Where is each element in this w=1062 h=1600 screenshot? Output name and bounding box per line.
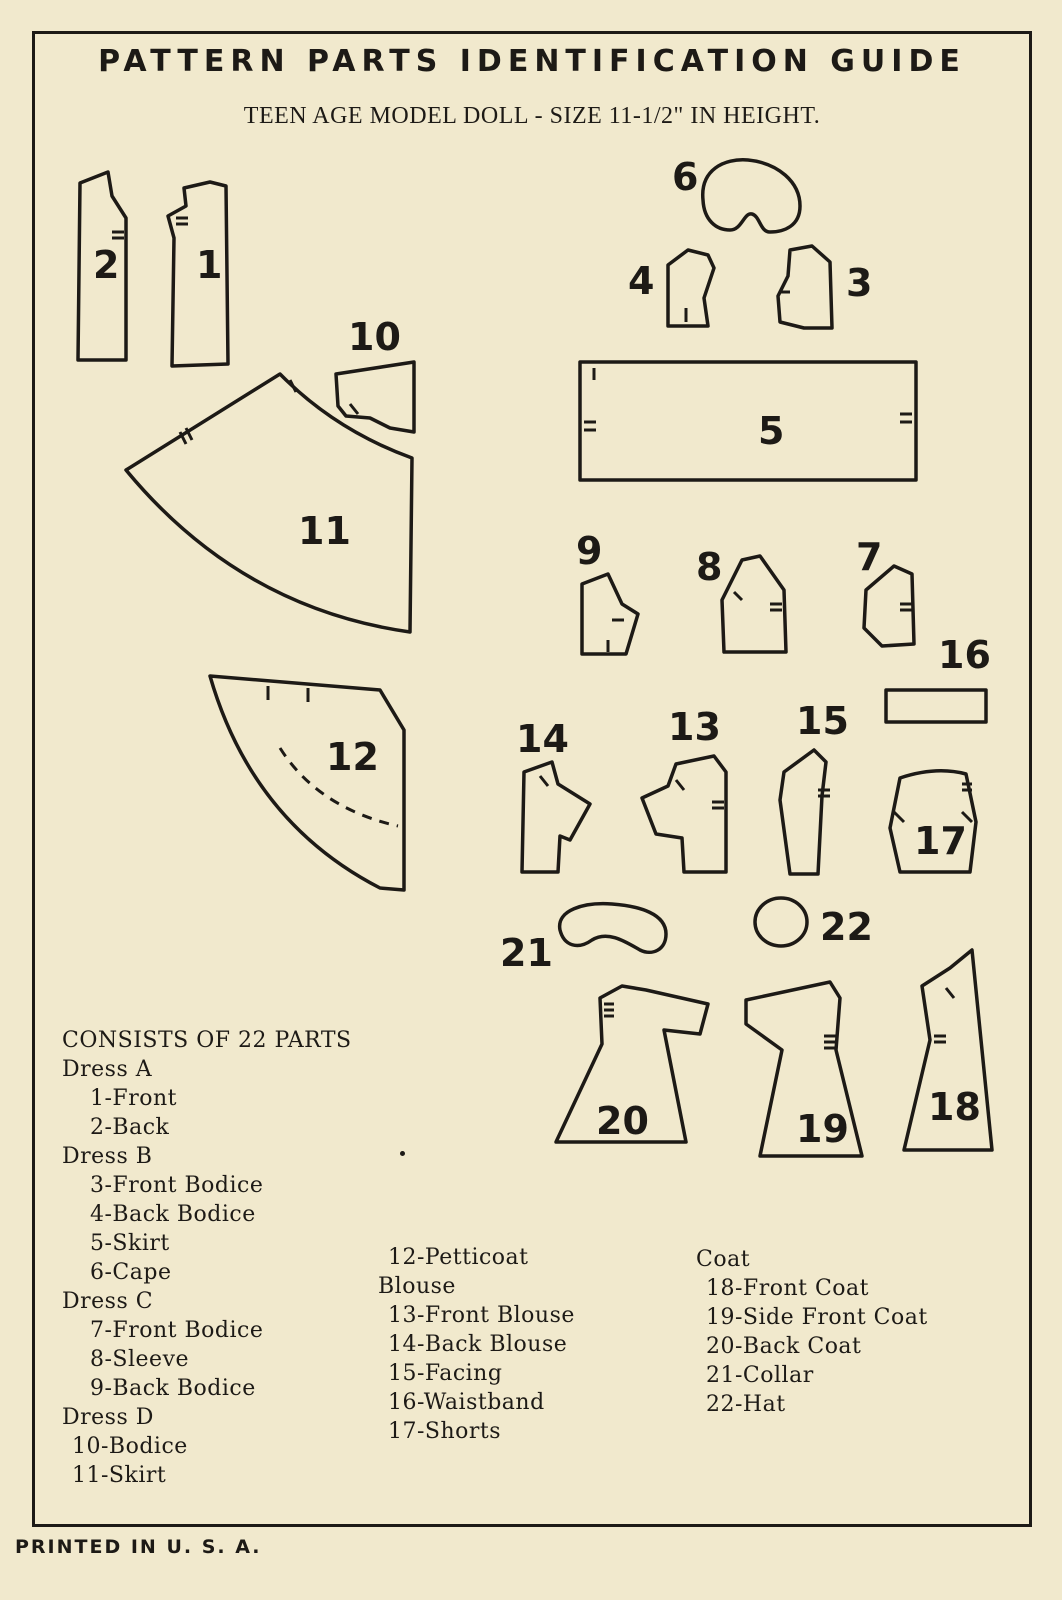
piece-18 — [904, 950, 992, 1150]
piece-11 — [126, 374, 412, 632]
piece-4 — [628, 250, 714, 326]
piece-5-label: 5 — [758, 409, 785, 453]
parts-list-item: 4-Back Bodice — [90, 1202, 256, 1227]
parts-list-item: 16-Waistband — [388, 1390, 545, 1415]
piece-3 — [778, 246, 872, 328]
parts-list-item: 12-Petticoat — [388, 1245, 529, 1270]
piece-18-label: 18 — [928, 1085, 981, 1129]
parts-list-column-2 — [378, 1243, 575, 1446]
parts-list-column-1 — [62, 1026, 352, 1490]
piece-20 — [556, 986, 708, 1143]
parts-list-item: 2-Back — [90, 1115, 170, 1140]
parts-list-item: 17-Shorts — [388, 1419, 502, 1444]
parts-list-item: 5-Skirt — [90, 1231, 170, 1256]
parts-list-item: 13-Front Blouse — [388, 1303, 575, 1328]
parts-list-item: 19-Side Front Coat — [706, 1305, 928, 1330]
piece-1-label: 1 — [196, 243, 223, 287]
piece-22 — [755, 898, 873, 949]
parts-group-heading: Blouse — [378, 1274, 456, 1299]
piece-15 — [780, 699, 849, 874]
piece-5 — [580, 362, 916, 480]
piece-10-label: 10 — [348, 315, 401, 359]
piece-19 — [746, 982, 862, 1156]
parts-list-column-3 — [696, 1245, 928, 1419]
parts-list-item: 10-Bodice — [72, 1434, 188, 1459]
parts-group-heading: Dress B — [62, 1144, 153, 1169]
piece-8-label: 8 — [696, 545, 723, 589]
piece-20-label: 20 — [596, 1099, 649, 1143]
piece-7-label: 7 — [856, 535, 883, 579]
parts-group-heading: Dress C — [62, 1289, 154, 1314]
piece-10 — [336, 315, 414, 432]
piece-6 — [672, 155, 800, 232]
piece-2-label: 2 — [93, 243, 120, 287]
parts-list-item: 1-Front — [90, 1086, 177, 1111]
piece-14-label: 14 — [516, 717, 569, 761]
piece-2 — [78, 172, 126, 360]
parts-group-heading: Dress D — [62, 1405, 154, 1430]
piece-13 — [642, 705, 726, 872]
parts-list-item: 11-Skirt — [72, 1463, 167, 1488]
piece-8 — [696, 545, 786, 652]
guide-title: PATTERN PARTS IDENTIFICATION GUIDE — [98, 44, 966, 79]
piece-12 — [210, 676, 404, 890]
parts-list-item: 15-Facing — [388, 1361, 503, 1386]
piece-19-label: 19 — [796, 1107, 849, 1151]
piece-22-label: 22 — [820, 905, 873, 949]
piece-14 — [516, 717, 590, 872]
piece-4-label: 4 — [628, 259, 655, 303]
parts-group-heading: Dress A — [62, 1057, 153, 1082]
parts-list-item: 3-Front Bodice — [90, 1173, 264, 1198]
stray-dot — [400, 1151, 405, 1156]
parts-list-item: 18-Front Coat — [706, 1276, 869, 1301]
parts-list-item: 8-Sleeve — [90, 1347, 190, 1372]
parts-list-item: 14-Back Blouse — [388, 1332, 568, 1357]
parts-list-item: 6-Cape — [90, 1260, 172, 1285]
piece-15-label: 15 — [796, 699, 849, 743]
parts-list-item: 7-Front Bodice — [90, 1318, 264, 1343]
parts-list-item: 20-Back Coat — [706, 1334, 862, 1359]
piece-12-label: 12 — [326, 735, 379, 779]
piece-17 — [890, 771, 976, 872]
piece-21 — [500, 904, 666, 975]
piece-13-label: 13 — [668, 705, 721, 749]
parts-list-item: 9-Back Bodice — [90, 1376, 256, 1401]
piece-21-label: 21 — [500, 931, 553, 975]
piece-9 — [576, 529, 638, 654]
piece-6-label: 6 — [672, 155, 699, 199]
parts-list-item: 22-Hat — [706, 1392, 786, 1417]
piece-1 — [168, 182, 228, 366]
parts-list-heading: CONSISTS OF 22 PARTS — [62, 1028, 352, 1053]
printed-in-usa: PRINTED IN U. S. A. — [15, 1536, 262, 1558]
piece-3-label: 3 — [846, 261, 873, 305]
guide-subtitle: TEEN AGE MODEL DOLL - SIZE 11-1/2" IN HEIGHT. — [243, 103, 821, 129]
piece-16-label: 16 — [938, 633, 991, 677]
parts-group-heading: Coat — [696, 1247, 751, 1272]
piece-9-label: 9 — [576, 529, 603, 573]
piece-7 — [856, 535, 914, 646]
piece-11-label: 11 — [298, 509, 351, 553]
parts-list-item: 21-Collar — [706, 1363, 814, 1388]
piece-17-label: 17 — [914, 819, 967, 863]
